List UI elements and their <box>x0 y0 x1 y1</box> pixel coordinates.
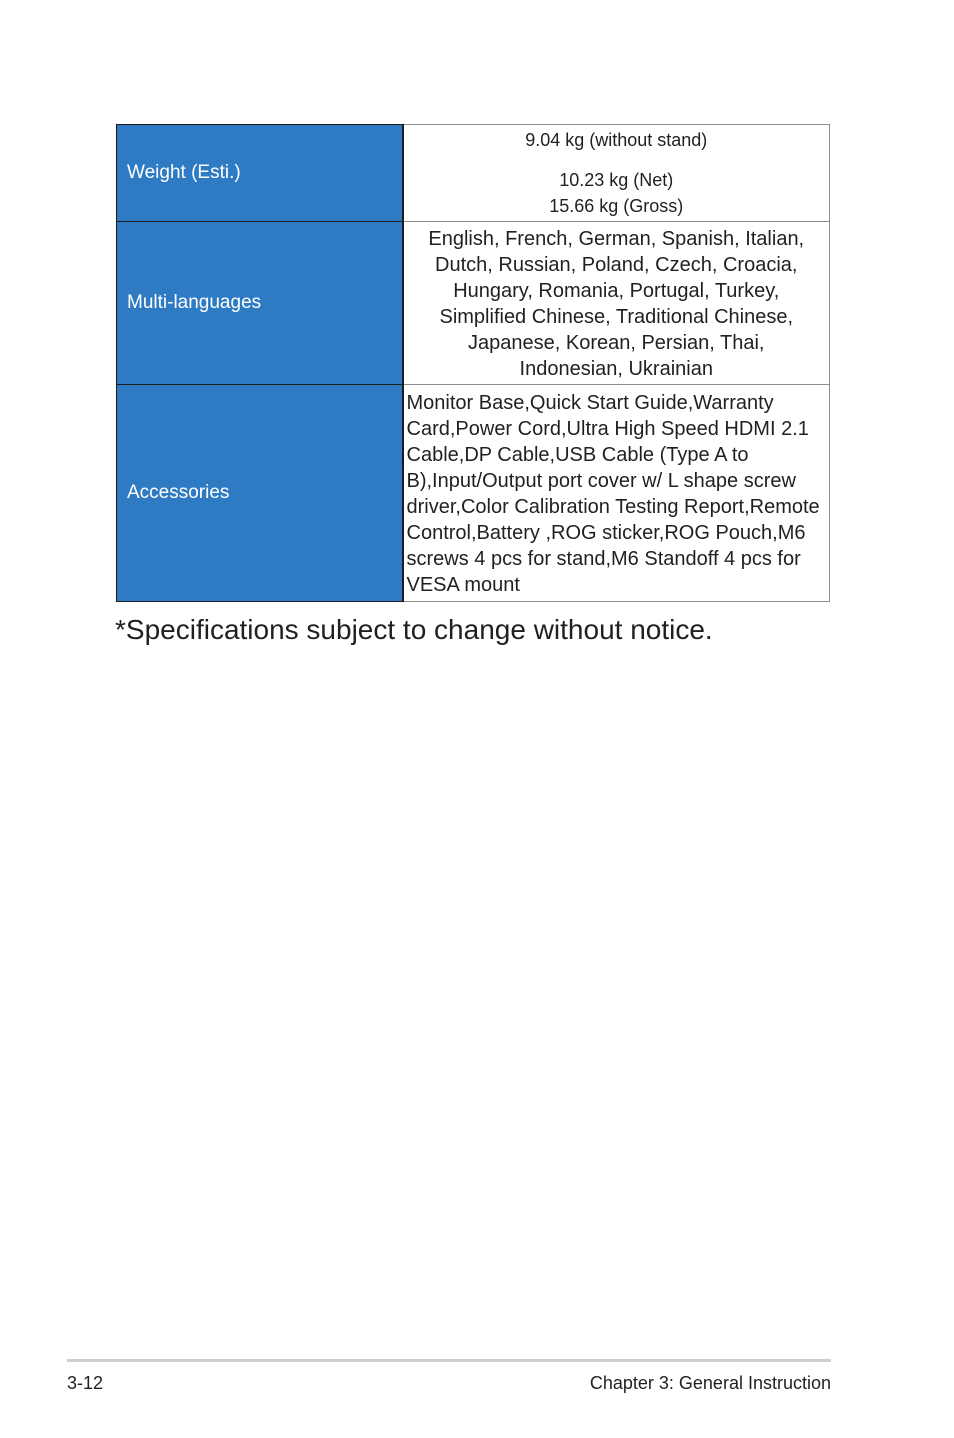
weight-values <box>404 125 830 221</box>
table-row-accessories <box>117 385 830 602</box>
weight-without-stand: 9.04 kg (without stand) <box>525 130 708 150</box>
table-row-weight <box>117 125 830 222</box>
weight-gross: 15.66 kg (Gross) <box>549 196 684 216</box>
accessories-value: Monitor Base,Quick Start Guide,Warranty Card,Power Cord,Ultra High Speed HDMI 2.1 Cable,DP Cable,USB Cable (Type A to B),Input/Output port cover w/ L shape screw driver,Color Calibration Testing Report,Remote Control,Battery ,ROG sticker,ROG Pouch,M6 screws 4 pcs for stand,M6 Standoff 4 pcs for VESA mount <box>406 392 820 596</box>
languages-value: English, French, German, Spanish, Italian, Dutch, Russian, Poland, Czech, Croacia, Hungary, Romania, Portugal, Turkey, Simplified Chinese, Traditional Chinese, Japanese, Korean, Persian, Thai, Indonesian, Ukrainian <box>428 228 805 380</box>
specifications-table <box>116 124 830 602</box>
page-number: 3-12 <box>67 1373 104 1393</box>
weight-label: Weight (Esti.) <box>117 125 403 222</box>
chapter-title: Chapter 3: General Instruction <box>589 1373 831 1393</box>
weight-value-cell <box>403 125 830 222</box>
languages-label: Multi-languages <box>117 222 403 385</box>
languages-value-cell <box>403 222 830 385</box>
table-row-languages <box>117 222 830 385</box>
accessories-value-cell <box>403 385 830 602</box>
footer-divider <box>67 1359 831 1362</box>
accessories-label: Accessories <box>117 385 403 602</box>
specifications-footnote: *Specifications subject to change without notice. <box>115 614 713 645</box>
weight-net: 10.23 kg (Net) <box>559 170 674 190</box>
